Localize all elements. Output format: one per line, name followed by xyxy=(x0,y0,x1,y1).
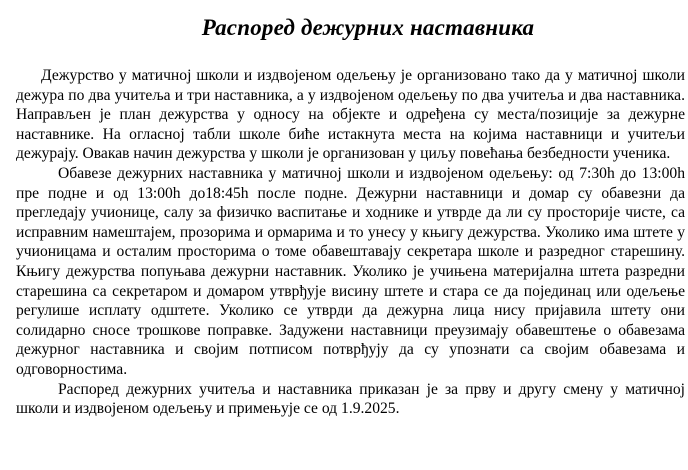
paragraph-duty-obligations: Обавезе дежурних наставника у матичној школи и издвојеном одељењу: од 7:30h до 13:00h пре подне и од 13:00h до18:45h после подне. Дежурни наставници и домар су обавезни да прегледају учионице, салу за физичко васпитање и ходнике и утврде да ли су просторије чисте, са исправним намештајем, прозорима и ормарима и то унесу у књигу дежурства. Уколико има штете у учионицама и осталим просторима о томе обавештавају секретара школе и разредног старешину. Књигу дежурства попуњава дежурни наставник. Уколико је учињена материјална штета разредни старешина са секретаром и домаром утврђује висину штете и стара се да појединац или одељење регулише исплату одштете. Уколико се утврди да дежурна лица нису пријавила штету они солидарно сносе трошкове поправке. Задужени наставници преузимају обавештење о обавезама дежурног наставника и својим потписом потврђују да су упознати са својим обавезама и одговорностима. xyxy=(16,164,685,378)
document-body xyxy=(16,66,685,419)
paragraph-schedule-note: Распоред дежурних учитеља и наставника приказан је за прву и другу смену у матичној школи и издвојеном одељењу и примењује се од 1.9.2025. xyxy=(16,380,685,418)
paragraph-duty-organization: Дежурство у матичној школи и издвојеном одељењу је организовано тако да у матичној школи дежура по два учитеља и три наставника, а у издвојеном одељењу по два учитеља и два наставника. Направљен је план дежурства у односу на објекте и одређена су места/позиције за дежурне наставнике. На огласној табли школе биће истакнута места на којима наставници и учитељи дежурају. Овакав начин дежурства у школи је организован у циљу повећања безбедности ученика. xyxy=(16,67,685,163)
document-title: Распоред дежурних наставника xyxy=(201,15,535,40)
